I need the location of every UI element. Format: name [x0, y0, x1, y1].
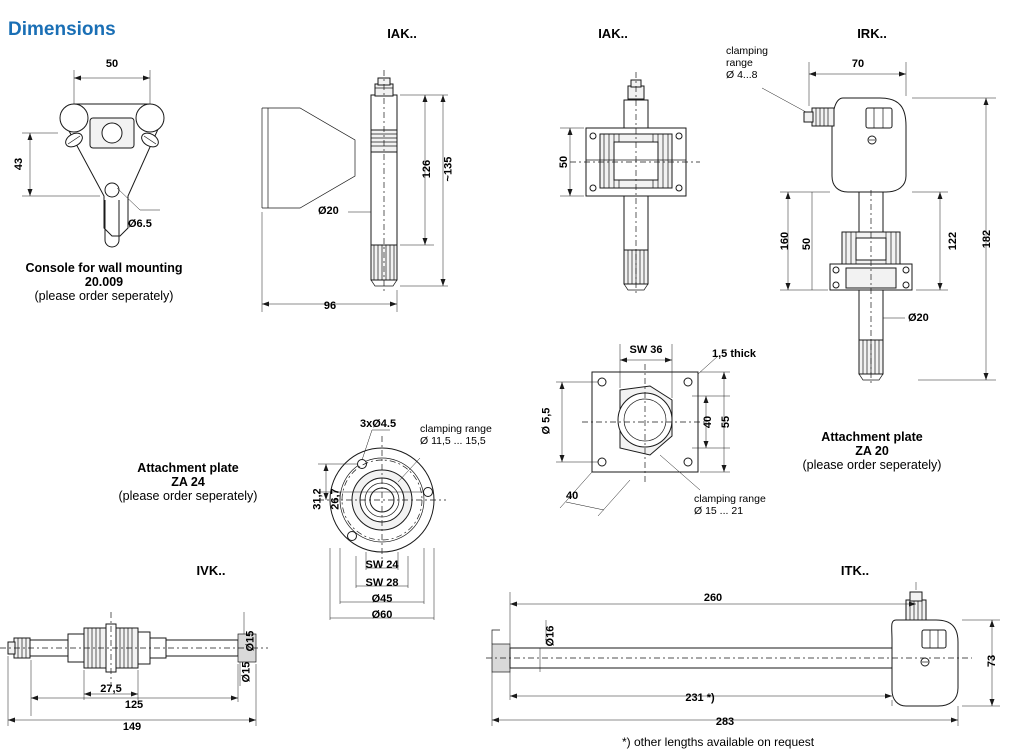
dim-irk-122: 122: [947, 231, 960, 251]
dim-za20-55: 55: [720, 415, 733, 429]
label-za24-clamping-l1: clamping range: [420, 423, 492, 435]
dim-irk-dia20: Ø20: [908, 312, 929, 324]
dim-za24-sw28: SW 28: [365, 577, 399, 589]
dim-itk-73: 73: [986, 654, 999, 668]
caption-console: [26, 261, 183, 303]
group-header-irk: IRK..: [857, 26, 887, 41]
dim-za20-sw36: SW 36: [629, 344, 663, 356]
dim-irk-50: 50: [801, 237, 814, 251]
dim-console-hole-dia: Ø6.5: [128, 218, 152, 230]
group-header-iak-right: IAK..: [598, 26, 628, 41]
caption-console-line3: (please order seperately): [34, 289, 174, 303]
dim-ivk-27-5: 27,5: [100, 683, 122, 695]
label-irk-clamping-l1: clamping: [726, 45, 769, 57]
dim-ivk-149: 149: [122, 721, 142, 733]
dim-za24-31-2: 31,2: [311, 488, 324, 510]
dim-ivk-dia15-top: Ø15: [244, 630, 257, 652]
label-za20-clamping-l2: Ø 15 ... 21: [694, 505, 744, 517]
dim-console-height-43: 43: [13, 157, 26, 171]
dim-za24-dia60: Ø60: [371, 609, 393, 621]
caption-console-line2: 20.009: [84, 275, 124, 289]
label-za20-clamping-l1: clamping range: [694, 493, 766, 505]
drawing-iak-right: [560, 72, 700, 296]
dim-za20-40-vert: 40: [702, 415, 715, 429]
caption-console-line1: Console for wall mounting: [25, 261, 183, 275]
group-header-iak-left: IAK..: [387, 26, 417, 41]
dim-za20-40-diag: 40: [566, 490, 579, 502]
dim-itk-dia16: Ø16: [544, 625, 557, 647]
caption-za24-line3: (please order seperately): [118, 489, 258, 503]
group-header-ivk: IVK..: [196, 563, 226, 578]
dim-za24-holes: 3xØ4.5: [360, 418, 397, 430]
dim-itk-231: 231 *): [685, 692, 715, 704]
dim-za20-hole-dia: Ø 5,5: [540, 407, 553, 435]
caption-za24-line2: ZA 24: [171, 475, 205, 489]
drawing-iak-left: [262, 70, 448, 312]
dim-za20-thickness: 1,5 thick: [712, 348, 757, 360]
group-header-itk: ITK..: [840, 563, 870, 578]
page-title: Dimensions: [8, 19, 116, 40]
caption-za24-line1: Attachment plate: [137, 461, 239, 475]
dim-itk-260: 260: [703, 592, 723, 604]
caption-za20-line1: Attachment plate: [821, 430, 923, 444]
label-za24-clamping-l2: Ø 11,5 ... 15,5: [420, 435, 486, 447]
dim-iak-left-135: ~135: [442, 156, 455, 182]
dim-console-width-50: 50: [105, 58, 119, 70]
caption-za24: [119, 461, 258, 503]
drawing-irk: [762, 62, 996, 386]
caption-za20-line3: (please order seperately): [802, 458, 942, 472]
drawing-za24-plate: [318, 430, 446, 620]
dim-itk-283: 283: [715, 716, 735, 728]
dim-iak-left-96: 96: [323, 300, 337, 312]
dim-iak-left-126: 126: [421, 159, 434, 179]
footnote: *) other lengths available on request: [622, 735, 815, 749]
dim-ivk-dia15-bottom: Ø15: [240, 661, 253, 683]
dim-za24-26-7: 26,7: [329, 488, 342, 510]
caption-za20: [803, 430, 942, 472]
dim-irk-182: 182: [981, 229, 994, 249]
dim-iak-left-dia20: Ø20: [318, 205, 339, 217]
dim-za24-dia45: Ø45: [371, 593, 393, 605]
dim-iak-right-50: 50: [558, 155, 571, 169]
label-irk-clamping-l2: range: [726, 57, 753, 69]
label-irk-clamping-l3: Ø 4...8: [726, 69, 758, 81]
caption-za20-line2: ZA 20: [855, 444, 889, 458]
dim-irk-70: 70: [851, 58, 865, 70]
drawing-itk: [486, 582, 1000, 726]
drawing-za20-plate: [556, 344, 733, 516]
dim-za24-sw24: SW 24: [365, 559, 399, 571]
dim-ivk-125: 125: [124, 699, 144, 711]
dim-irk-160: 160: [779, 231, 792, 251]
